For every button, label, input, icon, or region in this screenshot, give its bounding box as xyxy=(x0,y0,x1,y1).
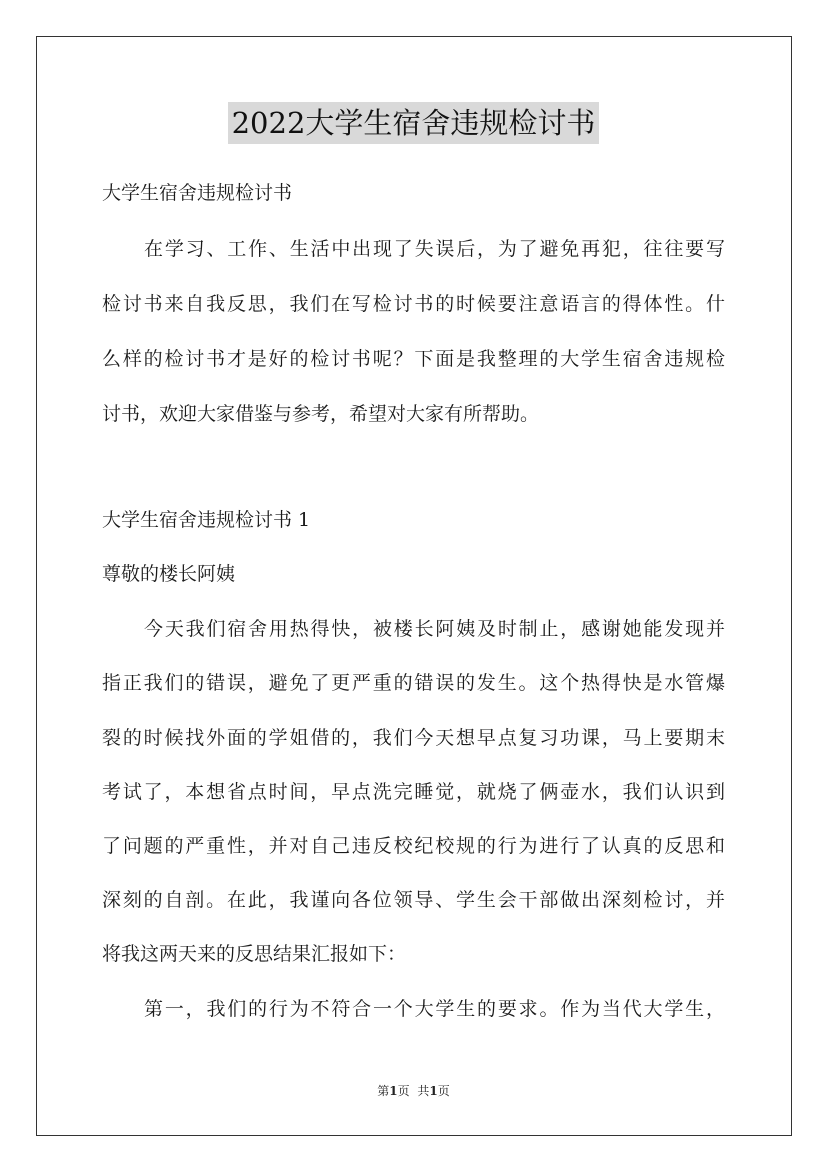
page-number: 1 xyxy=(389,1084,398,1098)
point-1-line: 第一，我们的行为不符合一个大学生的要求。作为当代大学生， xyxy=(144,998,725,1020)
intro-line: 讨书，欢迎大家借鉴与参考，希望对大家有所帮助。 xyxy=(102,403,540,425)
body-line: 将我这两天来的反思结果汇报如下： xyxy=(102,943,407,965)
total-pages: 1 xyxy=(429,1084,438,1098)
intro-line: 在学习、工作、生活中出现了失误后，为了避免再犯，往往要写 xyxy=(144,238,725,260)
subtitle: 大学生宿舍违规检讨书 xyxy=(102,182,293,204)
title-container xyxy=(0,102,827,144)
intro-line: 检讨书来自我反思，我们在写检讨书的时候要注意语言的得体性。什 xyxy=(102,293,725,315)
body-line: 指正我们的错误，避免了更严重的错误的发生。这个热得快是水管爆 xyxy=(102,672,725,694)
body-line: 今天我们宿舍用热得快，被楼长阿姨及时制止，感谢她能发现并 xyxy=(144,618,725,640)
total-suffix: 页 xyxy=(437,1084,450,1098)
total-prefix: 共 xyxy=(417,1084,430,1098)
salutation: 尊敬的楼长阿姨 xyxy=(102,563,236,585)
section-heading: 大学生宿舍违规检讨书 1 xyxy=(102,509,311,531)
document-title: 2022大学生宿舍违规检讨书 xyxy=(228,102,600,144)
body-line: 裂的时候找外面的学姐借的，我们今天想早点复习功课，马上要期末 xyxy=(102,727,725,749)
body-line: 了问题的严重性，并对自己违反校纪校规的行为进行了认真的反思和 xyxy=(102,835,725,857)
body-line: 深刻的自剖。在此，我谨向各位领导、学生会干部做出深刻检讨，并 xyxy=(102,889,725,911)
page-suffix: 页 xyxy=(397,1084,410,1098)
page-footer xyxy=(0,1083,827,1099)
page-prefix: 第 xyxy=(377,1084,390,1098)
intro-line: 么样的检讨书才是好的检讨书呢？下面是我整理的大学生宿舍违规检 xyxy=(102,348,725,370)
body-line: 考试了，本想省点时间，早点洗完睡觉，就烧了俩壶水，我们认识到 xyxy=(102,781,725,803)
